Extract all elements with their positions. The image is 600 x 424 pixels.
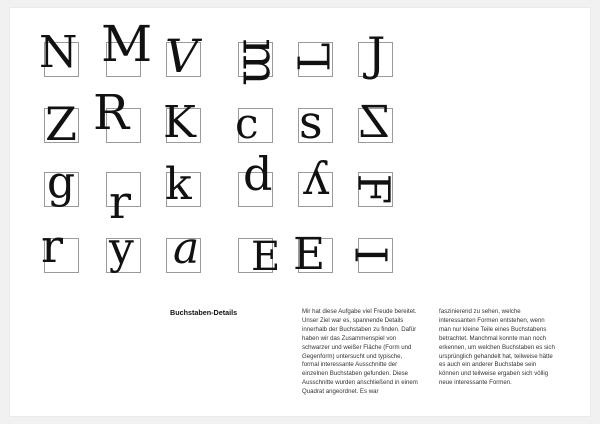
letter-glyph: a — [173, 223, 200, 274]
letter-glyph: E — [251, 234, 281, 280]
body-text-column-2: faszinierend zu sehen, welche interessanten Formen entstehen, wenn man nur kleine Teile eines Buchstabens betrachtet. Manchmal konnte man noch erkennen, um welchen Buchstaben es sich ursprünglich gehandelt hat, teilweise hätte es auch ein anderer Buchstabe sein können und teilweise ergaben sich völlig neue interessante Formen. — [439, 308, 555, 387]
letter-glyph: c — [235, 99, 259, 148]
letter-glyph: r — [109, 175, 131, 229]
letter-glyph: V — [165, 29, 199, 83]
section-heading: Buchstaben-Details — [170, 308, 238, 317]
letter-detail-tile — [106, 223, 141, 274]
letter-detail-tile — [358, 27, 393, 81]
letter-detail-tile — [358, 97, 393, 148]
letter-glyph: I — [344, 246, 396, 264]
letter-detail-tile — [39, 27, 79, 78]
letter-glyph: F — [347, 173, 399, 205]
letter-detail-tile — [238, 147, 273, 207]
letter-glyph: k — [165, 159, 192, 210]
letter-glyph: Z — [45, 97, 77, 151]
letter-detail-tile — [289, 42, 341, 77]
letter-detail-tile — [238, 234, 281, 280]
letter-detail-tile — [163, 97, 201, 148]
letter-glyph: R — [93, 85, 130, 141]
letter-glyph: y — [303, 159, 329, 213]
letter-glyph: y — [109, 223, 134, 274]
letter-detail-tile — [165, 29, 201, 83]
letter-detail-tile — [235, 99, 273, 148]
letter-glyph: s — [299, 95, 323, 149]
letter-detail-tile — [298, 95, 333, 149]
letter-detail-tile — [166, 223, 201, 274]
letter-detail-tile — [44, 97, 79, 151]
letter-glyph: M — [101, 15, 153, 73]
letter-detail-tile — [347, 172, 399, 207]
letter-detail-tile — [165, 159, 201, 210]
letter-glyph: d — [243, 147, 273, 201]
body-text-column-1: Mir hat diese Aufgabe viel Freude bereitet. Unser Ziel war es, spannende Details innerhalb der Buchstaben zu finden. Dafür haben wir das Zusammenspiel von schwarzer und weißer Fläche (Form und Gegenform) untersucht und typische, formal interessante Ausschnitte der einzelnen Buchstaben gefunden. Diese Ausschnitte wurden anschließend in einem Quadrat angeordnet. Es war — [302, 308, 418, 396]
letter-glyph: L — [289, 42, 341, 72]
letter-glyph: r — [41, 219, 63, 273]
letter-detail-tile — [231, 38, 290, 86]
letter-glyph: m — [231, 38, 290, 86]
letter-glyph: g — [47, 157, 76, 208]
letter-glyph: E — [293, 229, 326, 280]
letter-detail-tile — [293, 229, 333, 280]
letter-detail-tile — [344, 238, 396, 273]
letter-glyph: J — [367, 27, 386, 81]
letter-glyph: N — [39, 27, 78, 78]
letter-detail-tile — [298, 159, 333, 213]
letter-detail-tile — [93, 85, 141, 143]
letter-detail-tile — [106, 172, 141, 229]
letter-glyph: K — [163, 97, 196, 148]
document-page — [10, 8, 590, 416]
letter-glyph: Z — [359, 97, 390, 148]
letter-detail-tile — [41, 219, 79, 273]
letter-detail-tile — [44, 157, 79, 208]
letter-detail-tile — [101, 15, 153, 77]
